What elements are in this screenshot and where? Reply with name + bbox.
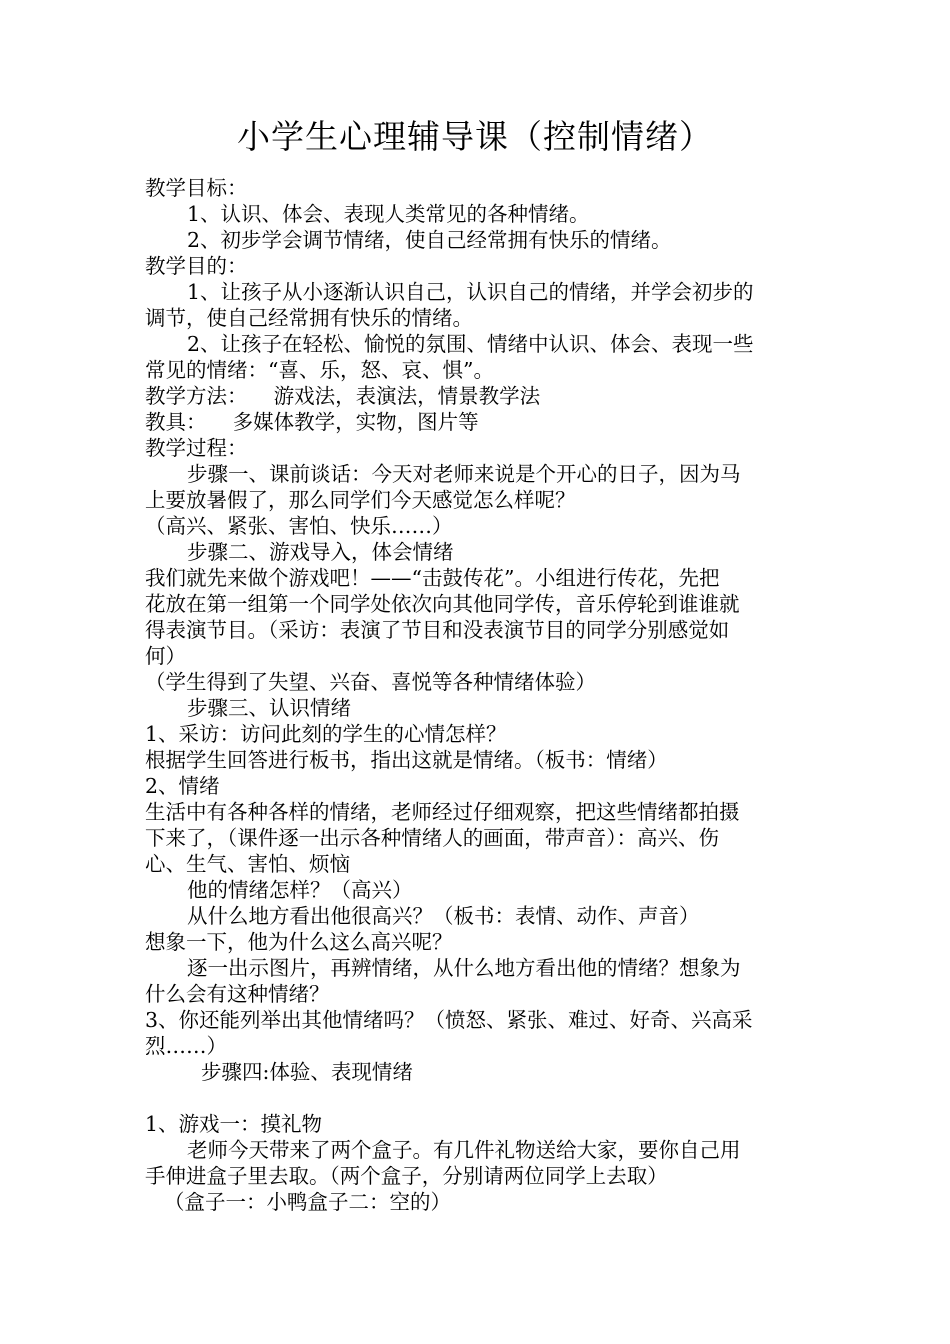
paragraph-line: 老师今天带来了两个盒子。有几件礼物送给大家，要你自己用	[187, 1138, 741, 1162]
paragraph-line: 调节，使自己经常拥有快乐的情绪。	[145, 306, 473, 330]
paragraph-line: 我们就先来做个游戏吧！——“击鼓传花”。小组进行传花，先把	[145, 566, 720, 590]
paragraph-line: 2、让孩子在轻松、愉悦的氛围、情绪中认识、体会、表现一些	[187, 332, 754, 356]
blank-line	[145, 1085, 810, 1111]
paragraph-line: 3、你还能列举出其他情绪吗？（愤怒、紧张、难过、好奇、兴高采	[145, 1008, 753, 1032]
paragraph-line: 逐一出示图片，再辨情绪，从什么地方看出他的情绪？想象为	[187, 956, 741, 980]
teaching-tools-line: 教具： 多媒体教学，实物，图片等	[145, 410, 479, 434]
paragraph-line: 2、初步学会调节情绪，使自己经常拥有快乐的情绪。	[187, 228, 672, 252]
paragraph-line: 他的情绪怎样？（高兴）	[187, 878, 413, 902]
paragraph-line: 2、情绪	[145, 774, 220, 798]
paragraph-line: 常见的情绪：“喜、乐，怒、哀、惧”。	[145, 358, 494, 382]
heading-teaching-purpose: 教学目的：	[145, 254, 248, 278]
paragraph-line: 生活中有各种各样的情绪，老师经过仔细观察，把这些情绪都拍摄	[145, 800, 740, 824]
paragraph-line: 花放在第一组第一个同学处依次向其他同学传，音乐停轮到谁谁就	[145, 592, 740, 616]
step-one-line: 步骤一、课前谈话：今天对老师来说是个开心的日子，因为马	[187, 462, 741, 486]
document-body	[145, 175, 810, 1215]
paragraph-line: （学生得到了失望、兴奋、喜悦等各种情绪体验）	[145, 670, 596, 694]
paragraph-line: 什么会有这种情绪？	[145, 982, 330, 1006]
paragraph-line: 想象一下，他为什么这么高兴呢？	[145, 930, 453, 954]
paragraph-line: 何）	[145, 644, 186, 668]
document-title: 小学生心理辅导课（控制情绪）	[237, 117, 713, 156]
step-three-line: 步骤三、认识情绪	[187, 696, 351, 720]
paragraph-line: 下来了，（课件逐一出示各种情绪人的画面，带声音）：高兴、伤	[145, 826, 719, 850]
paragraph-line: （盒子一：小鸭盒子二：空的）	[164, 1190, 451, 1214]
paragraph-line: 1、让孩子从小逐渐认识自己，认识自己的情绪，并学会初步的	[187, 280, 754, 304]
paragraph-line: 心、生气、害怕、烦恼	[145, 852, 350, 876]
step-four-line: 步骤四:体验、表现情绪	[201, 1060, 413, 1084]
step-two-line: 步骤二、游戏导入，体会情绪	[187, 540, 454, 564]
game-one-line: 1、游戏一：摸礼物	[145, 1112, 323, 1136]
heading-teaching-process: 教学过程：	[145, 436, 248, 460]
heading-teaching-goals: 教学目标：	[145, 176, 248, 200]
paragraph-line: 从什么地方看出他很高兴？（板书：表情、动作、声音）	[187, 904, 700, 928]
paragraph-line: （高兴、紧张、害怕、快乐……）	[145, 514, 453, 538]
paragraph-line: 上要放暑假了，那么同学们今天感觉怎么样呢？	[145, 488, 576, 512]
paragraph-line: 根据学生回答进行板书，指出这就是情绪。（板书：情绪）	[145, 748, 668, 772]
teaching-methods-line: 教学方法： 游戏法，表演法，情景教学法	[145, 384, 541, 408]
paragraph-line: 得表演节目。（采访：表演了节目和没表演节目的同学分别感觉如	[145, 618, 730, 642]
paragraph-line: 1、采访：访问此刻的学生的心情怎样？	[145, 722, 507, 746]
paragraph-line: 1、认识、体会、表现人类常见的各种情绪。	[187, 202, 590, 226]
paragraph-line: 烈……）	[145, 1034, 227, 1058]
paragraph-line: 手伸进盒子里去取。（两个盒子，分别请两位同学上去取）	[145, 1164, 668, 1188]
